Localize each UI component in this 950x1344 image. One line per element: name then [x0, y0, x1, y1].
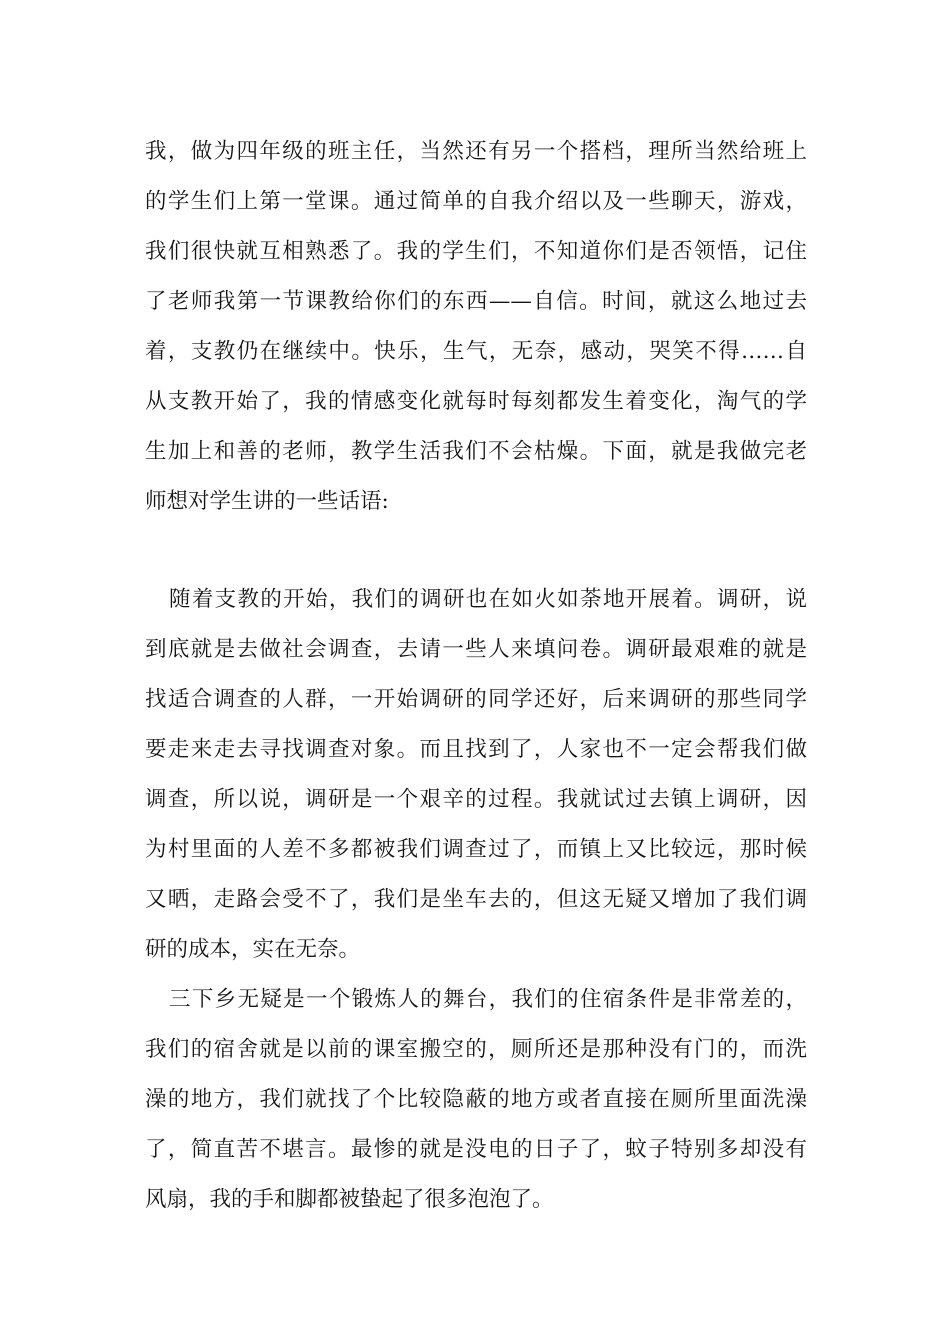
paragraph-2-line-6: 为村里面的人差不多都被我们调查过了，而镇上又比较远，那时候	[145, 837, 807, 862]
paragraph-3-line-1: 三下乡无疑是一个锻炼人的舞台，我们的住宿条件是非常差的，	[169, 987, 807, 1012]
paragraph-2-line-3: 找适合调查的人群，一开始调研的同学还好，后来调研的那些同学	[145, 687, 807, 712]
paragraph-3-line-4: 了，简直苦不堪言。最惨的就是没电的日子了，蚊子特别多却没有	[145, 1137, 807, 1162]
paragraph-1-line-3: 我们很快就互相熟悉了。我的学生们，不知道你们是否领悟，记住	[145, 239, 807, 264]
paragraph-3-line-2: 我们的宿舍就是以前的课室搬空的，厕所还是那种没有门的，而洗	[145, 1037, 807, 1062]
paragraph-1-line-1: 我，做为四年级的班主任，当然还有另一个搭档，理所当然给班上	[145, 139, 807, 164]
paragraph-1-line-8: 师想对学生讲的一些话语:	[145, 489, 389, 514]
paragraph-2-line-4: 要走来走去寻找调查对象。而且找到了，人家也不一定会帮我们做	[145, 737, 807, 762]
paragraph-2-line-8: 研的成本，实在无奈。	[145, 937, 361, 962]
paragraph-1-line-4: 了老师我第一节课教给你们的东西——自信。时间，就这么地过去	[145, 289, 807, 314]
paragraph-3-line-3: 澡的地方，我们就找了个比较隐蔽的地方或者直接在厕所里面洗澡	[145, 1087, 807, 1112]
paragraph-3-line-5: 风扇，我的手和脚都被蛰起了很多泡泡了。	[145, 1187, 554, 1212]
paragraph-1-line-2: 的学生们上第一堂课。通过简单的自我介绍以及一些聊天，游戏，	[145, 189, 807, 214]
paragraph-2-line-7: 又晒，走路会受不了，我们是坐车去的，但这无疑又增加了我们调	[145, 887, 807, 912]
paragraph-1-line-7: 生加上和善的老师，教学生活我们不会枯燥。下面，就是我做完老	[145, 439, 807, 464]
paragraph-2-line-2: 到底就是去做社会调查，去请一些人来填问卷。调研最艰难的就是	[145, 637, 807, 662]
paragraph-2-line-1: 随着支教的开始，我们的调研也在如火如荼地开展着。调研，说	[169, 587, 807, 612]
paragraph-1-line-6: 从支教开始了，我的情感变化就每时每刻都发生着变化，淘气的学	[145, 389, 807, 414]
paragraph-1-line-5: 着，支教仍在继续中。快乐，生气，无奈，感动，哭笑不得……自	[145, 339, 807, 364]
paragraph-2-line-5: 调查，所以说，调研是一个艰辛的过程。我就试过去镇上调研，因	[145, 787, 807, 812]
